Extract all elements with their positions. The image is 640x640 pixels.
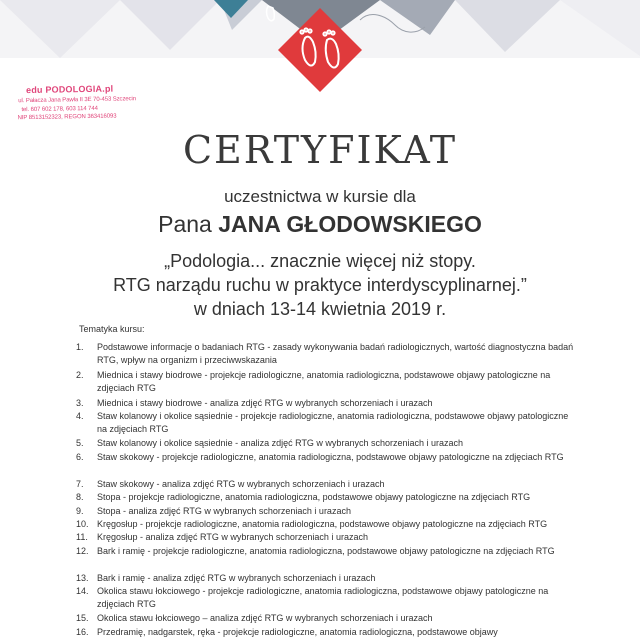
list-item bbox=[76, 572, 576, 585]
list-item-number: 2. bbox=[76, 370, 84, 380]
list-item bbox=[76, 518, 576, 531]
list-item-number: 11. bbox=[76, 532, 88, 542]
list-item-text: Kręgosłup - projekcje radiologiczne, anatomia radiologiczna, podstawowe objawy patologiczne na zdjęciach RTG bbox=[97, 519, 548, 529]
stamp-address: ul. Pałacza Jana Pawła II 3E 70-453 Szczecin bbox=[18, 96, 136, 105]
list-item-number: 13. bbox=[76, 573, 89, 583]
list-item-number: 1. bbox=[76, 342, 84, 352]
list-item-number: 10. bbox=[76, 519, 89, 529]
list-item-number: 4. bbox=[76, 411, 84, 421]
list-item bbox=[76, 545, 576, 558]
course-title-line2: RTG narządu ruchu w praktyce interdyscyplinarnej.” bbox=[113, 275, 527, 295]
recipient-prefix: Pana bbox=[158, 211, 212, 237]
list-item bbox=[76, 491, 576, 504]
course-dates: w dniach 13-14 kwietnia 2019 r. bbox=[193, 299, 447, 319]
recipient-name: JANA GŁODOWSKIEGO bbox=[218, 211, 482, 237]
list-item bbox=[76, 626, 576, 639]
recipient-line bbox=[0, 211, 640, 238]
certificate-title: CERTYFIKAT bbox=[182, 128, 458, 172]
list-item-number: 14. bbox=[76, 586, 89, 596]
list-item bbox=[76, 451, 576, 464]
topics-heading: Tematyka kursu: bbox=[79, 324, 145, 334]
list-item-number: 12. bbox=[76, 546, 89, 556]
list-item-text: Podstawowe informacje o badaniach RTG - zasady wykonywania badań radiologicznych, wartość diagnostyczna badań RTG, wpływ na organizm i przeciwwskazania bbox=[97, 342, 574, 365]
stamp-phones: tel. 607 602 178, 603 114 744 bbox=[21, 105, 98, 114]
list-item-number: 3. bbox=[76, 398, 84, 408]
header-decoration bbox=[0, 0, 640, 92]
list-item bbox=[76, 612, 576, 625]
list-item bbox=[76, 505, 576, 518]
list-item bbox=[76, 369, 576, 395]
list-item-text: Miednica i stawy biodrowe - projekcje radiologiczne, anatomia radiologiczna, podstawowe objawy patologiczne na zdjęciach RTG bbox=[97, 370, 551, 393]
list-item-text: Bark i ramię - projekcje radiologiczne, anatomia radiologiczna, podstawowe objawy patologiczne na zdjęciach RTG bbox=[97, 546, 555, 556]
list-item-number: 5. bbox=[76, 438, 84, 448]
course-title-line1: „Podologia... znacznie więcej niż stopy. bbox=[164, 251, 476, 271]
list-item-number: 15. bbox=[76, 613, 89, 623]
list-item bbox=[76, 341, 576, 367]
stamp-ids: NIP 8513152323, REGON 363416093 bbox=[17, 113, 117, 122]
list-item-text: Miednica i stawy biodrowe - analiza zdjęć RTG w wybranych schorzeniach i urazach bbox=[97, 398, 433, 408]
list-item-number: 6. bbox=[76, 452, 84, 462]
list-item-text: Okolica stawu łokciowego - projekcje radiologiczne, anatomia radiologiczna, podstawowe objawy patologiczne na zdjęciach RTG bbox=[97, 586, 549, 609]
list-item bbox=[76, 397, 576, 410]
list-item-number: 9. bbox=[76, 506, 84, 516]
list-item-text: Stopa - projekcje radiologiczne, anatomia radiologiczna, podstawowe objawy patologiczne na zdjęciach RTG bbox=[97, 492, 531, 502]
list-item-text: Bark i ramię - analiza zdjęć RTG w wybranych schorzeniach i urazach bbox=[97, 573, 376, 583]
list-item-number: 8. bbox=[76, 492, 84, 502]
list-item bbox=[76, 585, 576, 611]
list-item-text: Staw kolanowy i okolice sąsiednie - projekcje radiologiczne, anatomia radiologiczna, podstawowe objawy patologiczne na zdjęciach RTG bbox=[97, 411, 569, 434]
list-item-text: Staw skokowy - analiza zdjęć RTG w wybranych schorzeniach i urazach bbox=[97, 479, 385, 489]
stamp-brand: edu PODOLOGIA.pl bbox=[26, 83, 114, 96]
list-item-text: Okolica stawu łokciowego – analiza zdjęć RTG w wybranych schorzeniach i urazach bbox=[97, 613, 433, 623]
list-item-number: 16. bbox=[76, 627, 89, 637]
list-item bbox=[76, 478, 576, 491]
list-item-text: Staw skokowy - projekcje radiologiczne, anatomia radiologiczna, podstawowe objawy patologiczne na zdjęciach RTG bbox=[97, 452, 564, 462]
list-item bbox=[76, 410, 576, 436]
list-item-text: Staw kolanowy i okolice sąsiednie - analiza zdjęć RTG w wybranych schorzeniach i urazach bbox=[97, 438, 464, 448]
course-description bbox=[0, 249, 640, 321]
list-item bbox=[76, 531, 576, 544]
list-item-text: Przedramię, nadgarstek, ręka - projekcje radiologiczne, anatomia radiologiczna, podstawowe objawy bbox=[97, 627, 498, 637]
certificate-subtitle: uczestnictwa w kursie dla bbox=[224, 187, 416, 206]
list-item-text: Stopa - analiza zdjęć RTG w wybranych schorzeniach i urazach bbox=[97, 506, 351, 516]
list-item bbox=[76, 437, 576, 450]
list-item-text: Kręgosłup - analiza zdjęć RTG w wybranych schorzeniach i urazach bbox=[97, 532, 368, 542]
list-item-number: 7. bbox=[76, 479, 84, 489]
